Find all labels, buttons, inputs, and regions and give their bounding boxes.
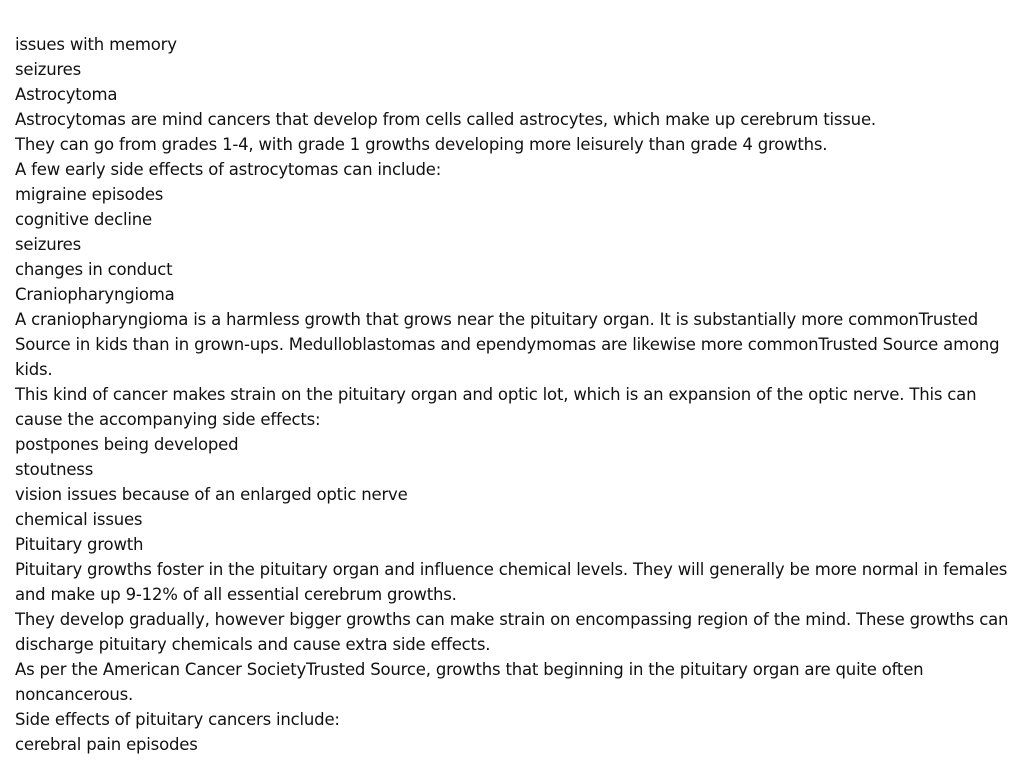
list-item: stoutness bbox=[15, 460, 94, 479]
list-item: seizures bbox=[15, 235, 82, 254]
list-item: vision issues because of an enlarged optic nerve bbox=[15, 485, 408, 504]
section-heading: Astrocytoma bbox=[15, 85, 118, 104]
article-body bbox=[15, 32, 1010, 757]
paragraph: A few early side effects of astrocytomas can include: bbox=[15, 160, 442, 179]
list-item: cognitive decline bbox=[15, 210, 152, 229]
list-item: issues with memory bbox=[15, 35, 177, 54]
paragraph: As per the American Cancer SocietyTrusted Source, growths that beginning in the pituitary organ are quite often noncancerous. bbox=[15, 660, 924, 704]
paragraph: They develop gradually, however bigger growths can make strain on encompassing region of the mind. These growths can discharge pituitary chemicals and cause extra side effects. bbox=[15, 610, 1009, 654]
list-item: seizures bbox=[15, 60, 82, 79]
list-item: cerebral pain episodes bbox=[15, 735, 198, 754]
list-item: postpones being developed bbox=[15, 435, 239, 454]
list-item: changes in conduct bbox=[15, 260, 173, 279]
section-heading: Craniopharyngioma bbox=[15, 285, 175, 304]
paragraph: They can go from grades 1-4, with grade 1 growths developing more leisurely than grade 4 growths. bbox=[15, 135, 828, 154]
list-item: chemical issues bbox=[15, 510, 143, 529]
paragraph: Pituitary growths foster in the pituitary organ and influence chemical levels. They will generally be more normal in females and make up 9-12% of all essential cerebrum growths. bbox=[15, 560, 1008, 604]
section-heading: Pituitary growth bbox=[15, 535, 144, 554]
paragraph: Side effects of pituitary cancers include: bbox=[15, 710, 340, 729]
paragraph: Astrocytomas are mind cancers that develop from cells called astrocytes, which make up cerebrum tissue. bbox=[15, 110, 876, 129]
paragraph: This kind of cancer makes strain on the pituitary organ and optic lot, which is an expansion of the optic nerve. This can cause the accompanying side effects: bbox=[15, 385, 977, 429]
paragraph: A craniopharyngioma is a harmless growth that grows near the pituitary organ. It is substantially more commonTrusted Source in kids than in grown-ups. Medulloblastomas and ependymomas are likewise more commonTrusted Source among kids. bbox=[15, 310, 1000, 379]
list-item: migraine episodes bbox=[15, 185, 164, 204]
